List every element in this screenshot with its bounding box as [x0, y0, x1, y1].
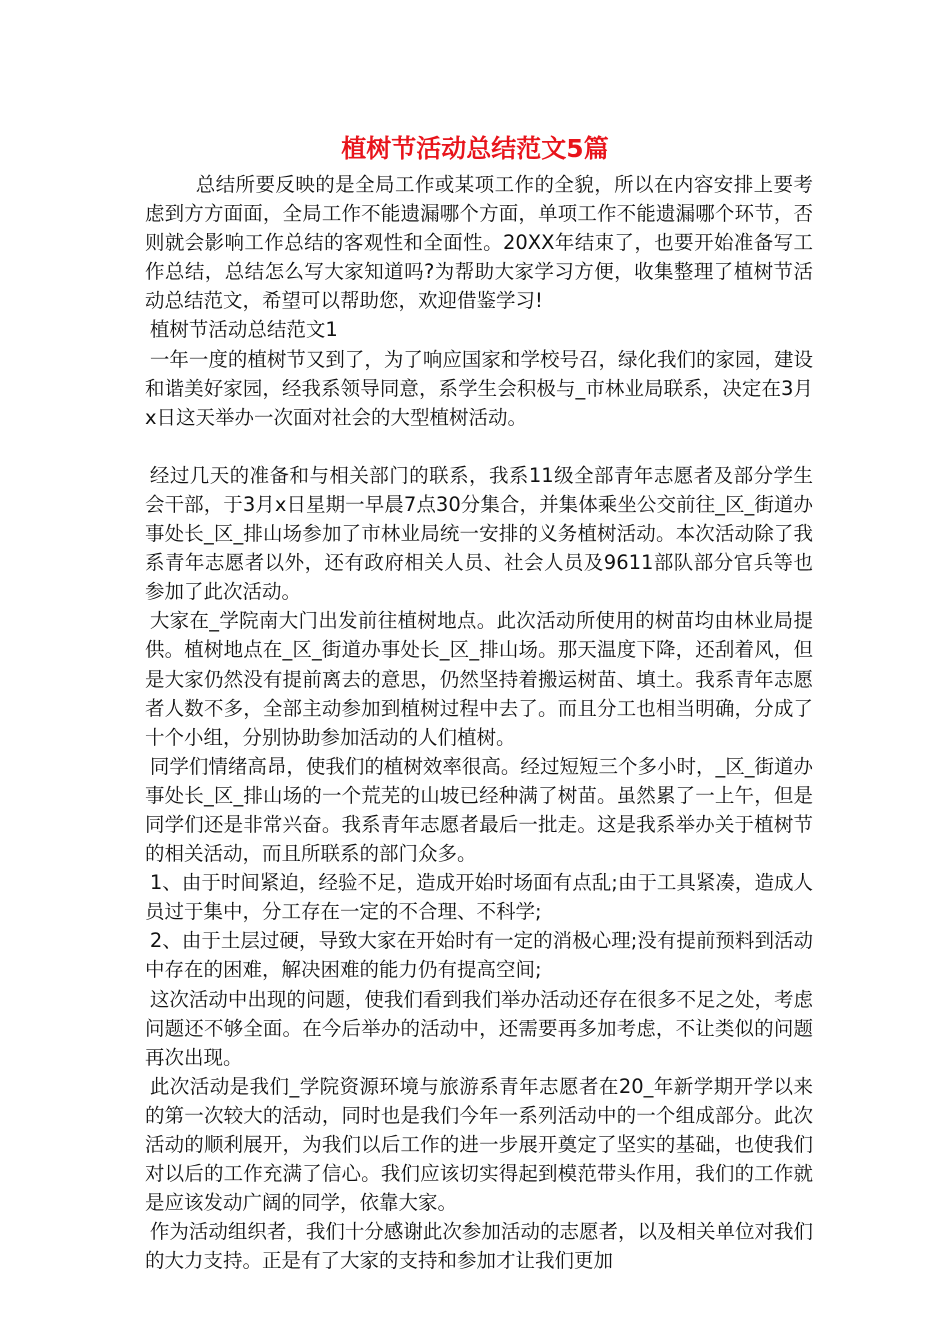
- intro-paragraph: 总结所要反映的是全局工作或某项工作的全貌，所以在内容安排上要考虑到方方面面，全局工作不能遗漏哪个方面，单项工作不能遗漏哪个环节，否则就会影响工作总结的客观性和全面性。20XX年结束了，也要开始准备写工作总结，总结怎么写大家知道吗?为帮助大家学习方便，收集整理了植树节活动总结范文，希望可以帮助您，欢迎借鉴学习!: [145, 173, 813, 313]
- body-paragraph: 同学们情绪高昂，使我们的植树效率很高。经过短短三个多小时，_区_街道办事处长_区_排山场的一个荒芜的山坡已经种满了树苗。虽然累了一上午，但是同学们还是非常兴奋。我系青年志愿者最后一批走。这是我系举办关于植树节的相关活动，而且所联系的部门众多。: [145, 754, 813, 866]
- body-paragraph: 经过几天的准备和与相关部门的联系，我系11级全部青年志愿者及部分学生会干部，于3月x日星期一早晨7点30分集合，并集体乘坐公交前往_区_街道办事处长_区_排山场参加了市林业局统一安排的义务植树活动。本次活动除了我系青年志愿者以外，还有政府相关人员、社会人员及9611部队部分官兵等也参加了此次活动。: [145, 463, 813, 604]
- document-body: [145, 170, 813, 1275]
- list-item: 2、由于土层过硬，导致大家在开始时有一定的消极心理;没有提前预料到活动中存在的困难，解决困难的能力仍有提高空间;: [145, 929, 813, 982]
- section-heading: 植树节活动总结范文1: [149, 318, 338, 342]
- body-paragraph: 此次活动是我们_学院资源环境与旅游系青年志愿者在20_年新学期开学以来的第一次较大的活动，同时也是我们今年一系列活动中的一个组成部分。此次活动的顺利展开，为我们以后工作的进一步展开奠定了坚实的基础，也使我们对以后的工作充满了信心。我们应该切实得起到模范带头作用，我们的工作就是应该发动广阔的同学，依靠大家。: [145, 1074, 813, 1215]
- body-paragraph: 大家在_学院南大门出发前往植树地点。此次活动所使用的树苗均由林业局提供。植树地点在_区_街道办事处长_区_排山场。那天温度下降，还刮着风，但是大家仍然没有提前离去的意思，仍然坚持着搬运树苗、填土。我系青年志愿者人数不多，全部主动参加到植树过程中去了。而且分工也相当明确，分成了十个小组，分别协助参加活动的人们植树。: [145, 609, 813, 749]
- body-paragraph: 一年一度的植树节又到了，为了响应国家和学校号召，绿化我们的家园，建设和谐美好家园，经我系领导同意，系学生会积极与_市林业局联系，决定在3月x日这天举办一次面对社会的大型植树活动。: [145, 347, 813, 429]
- body-paragraph: 这次活动中出现的问题，使我们看到我们举办活动还存在很多不足之处，考虑问题还不够全面。在今后举办的活动中，还需要再多加考虑，不让类似的问题再次出现。: [145, 987, 813, 1069]
- document-title: 植树节活动总结范文5篇: [341, 134, 609, 163]
- body-paragraph: 作为活动组织者，我们十分感谢此次参加活动的志愿者，以及相关单位对我们的大力支持。正是有了大家的支持和参加才让我们更加: [145, 1220, 813, 1273]
- list-item: 1、由于时间紧迫，经验不足，造成开始时场面有点乱;由于工具紧凑，造成人员过于集中，分工存在一定的不合理、不科学;: [145, 871, 813, 924]
